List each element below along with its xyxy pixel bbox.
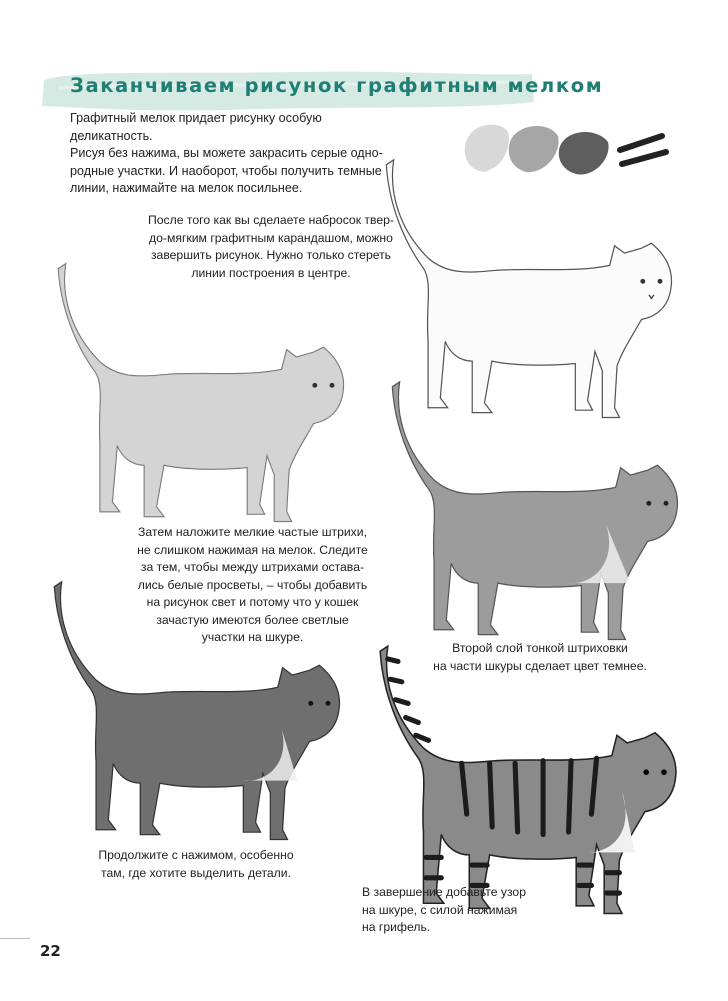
step-3-caption: Второй слой тонкой штриховки на части шкуры сделает цвет темнее. (433, 641, 647, 673)
cat-light-shading-image (42, 254, 352, 524)
step-5-caption: В завершение добавьте узор на шкуре, с силой нажимая на грифель. (362, 885, 526, 934)
page-number-rule (0, 938, 30, 939)
page-title: Заканчиваем рисунок графитным мелком (70, 74, 604, 97)
step-4-caption: Продолжите с нажимом, особенно там, где хотите выделить детали. (98, 848, 294, 880)
intro-text: Графитный мелок придает рисунку особую деликатность. Рисуя без нажима, вы можете закрасить серые одно- родные участки. И наоборот, чтобы получить темные линии, нажимайте на мелок посильнее. (70, 111, 383, 196)
cat-medium-shading-image (38, 572, 348, 842)
step-1-caption: После того как вы сделаете набросок твер- до-мягким графитным карандашом, можно завершить рисунок. Нужно только стереть линии построения в центре. (148, 213, 394, 280)
step-2-caption: Затем наложите мелкие частые штрихи, не слишком нажимая на мелок. Следите за тем, чтобы между штрихами оставa- лись белые просветы, – чтобы добавить на рисунок свет и потому что у кошек зачастую имеются более светлые участки на шкуре. (137, 525, 368, 644)
page-number: 22 (40, 942, 61, 960)
cat-striped-final-image (364, 636, 684, 916)
cat-second-layer-image (376, 372, 686, 642)
